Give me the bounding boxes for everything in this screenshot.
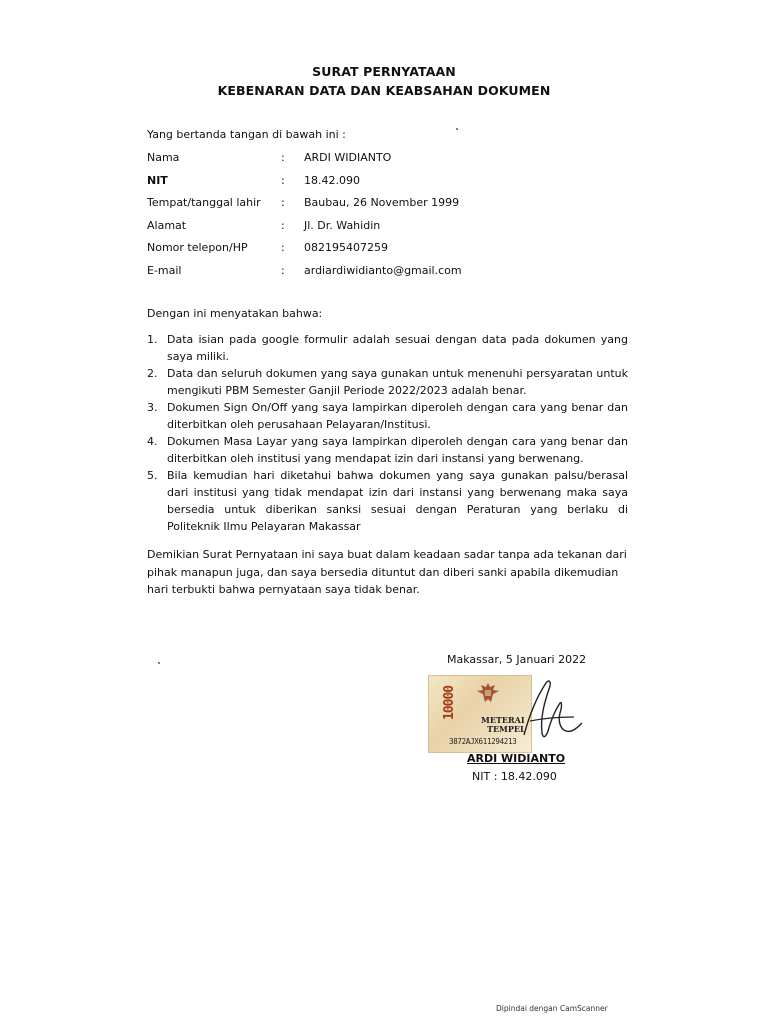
- field-label: Tempat/tanggal lahir: [147, 196, 261, 209]
- declaration-intro: Dengan ini menyatakan bahwa:: [147, 307, 323, 320]
- field-colon: :: [281, 173, 285, 187]
- field-colon: :: [281, 263, 285, 277]
- stamp-value: 10000: [442, 685, 457, 720]
- field-colon: :: [281, 241, 285, 254]
- field-label: E-mail: [147, 263, 182, 277]
- list-item: [147, 467, 628, 535]
- field-value: 082195407259: [304, 241, 388, 254]
- list-number: 5.: [147, 469, 158, 482]
- intro-text: Yang bertanda tangan di bawah ini :: [147, 128, 346, 141]
- stamp-label-line2: TEMPEL: [487, 724, 526, 734]
- list-number: 1.: [147, 333, 158, 346]
- list-text: Dokumen Masa Layar yang saya lampirkan diperoleh dengan cara yang benar dan diterbitkan oleh institusi yang mendapat izin dari instansi yang berwenang.: [167, 435, 628, 465]
- handwritten-signature: [516, 673, 586, 753]
- scan-speck: [456, 128, 458, 130]
- signer-nit: NIT : 18.42.090: [472, 770, 557, 783]
- field-value: ARDI WIDIANTO: [304, 151, 392, 164]
- field-row-birth: [147, 196, 567, 219]
- closing-paragraph: Demikian Surat Pernyataan ini saya buat dalam keadaan sadar tanpa ada tekanan dari pihak manapun juga, dan saya bersedia dituntut dan diberi sanki apabila dikemudian hari terbukti bahwa pernyataan saya tidak benar.: [147, 548, 627, 596]
- signer-name: ARDI WIDIANTO: [467, 752, 566, 765]
- garuda-emblem-icon: [473, 680, 503, 706]
- field-colon: :: [281, 196, 285, 209]
- field-label: Nomor telepon/HP: [147, 241, 248, 254]
- field-value: ardiardiwidianto@gmail.com: [304, 263, 462, 277]
- field-label: Alamat: [147, 218, 187, 232]
- field-row-name: [147, 151, 567, 174]
- identity-fields: [147, 151, 567, 286]
- scan-speck: [158, 662, 160, 664]
- declaration-list: [147, 331, 628, 535]
- title-line-1: SURAT PERNYATAAN: [312, 64, 456, 79]
- scanner-footer: Dipindai dengan CamScanner: [496, 1004, 608, 1013]
- stamp-label-line1: METERAI: [481, 715, 525, 725]
- field-value: 18.42.090: [304, 173, 360, 187]
- list-item: [147, 331, 628, 365]
- field-colon: :: [281, 218, 285, 232]
- list-text: Data isian pada google formulir adalah sesuai dengan data pada dokumen yang saya miliki.: [167, 333, 628, 363]
- field-label: Nama: [147, 151, 180, 164]
- field-value: Baubau, 26 November 1999: [304, 196, 460, 209]
- stamp-code: 3872AJX611294213: [449, 737, 517, 746]
- list-number: 3.: [147, 401, 158, 414]
- list-text: Bila kemudian hari diketahui bahwa dokumen yang saya gunakan palsu/berasal dari institusi yang tidak mendapat izin dari instansi yang berwenang maka saya bersedia untuk diberikan sanksi sesuai dengan Peraturan yang berlaku di Politeknik Ilmu Pelayaran Makassar: [167, 469, 628, 533]
- list-text: Data dan seluruh dokumen yang saya gunakan untuk menenuhi persyaratan untuk mengikuti PBM Semester Ganjil Periode 2022/2023 adalah benar.: [167, 367, 628, 397]
- field-colon: :: [281, 151, 285, 164]
- field-row-address: [147, 219, 567, 242]
- stamp-signature-area: [428, 673, 578, 758]
- field-label: NIT: [147, 173, 168, 187]
- list-text: Dokumen Sign On/Off yang saya lampirkan diperoleh dengan cara yang benar dan diterbitkan oleh perusahaan Pelayaran/Institusi.: [167, 401, 628, 431]
- field-value: Jl. Dr. Wahidin: [304, 218, 381, 232]
- title-line-2: KEBENARAN DATA DAN KEABSAHAN DOKUMEN: [217, 83, 551, 98]
- list-item: [147, 433, 628, 467]
- list-number: 4.: [147, 435, 158, 448]
- field-row-nit: [147, 174, 567, 197]
- list-item: [147, 365, 628, 399]
- document-title: [0, 62, 768, 100]
- field-row-phone: [147, 241, 567, 264]
- place-date: Makassar, 5 Januari 2022: [447, 653, 587, 666]
- field-row-email: [147, 264, 567, 287]
- list-item: [147, 399, 628, 433]
- list-number: 2.: [147, 367, 158, 380]
